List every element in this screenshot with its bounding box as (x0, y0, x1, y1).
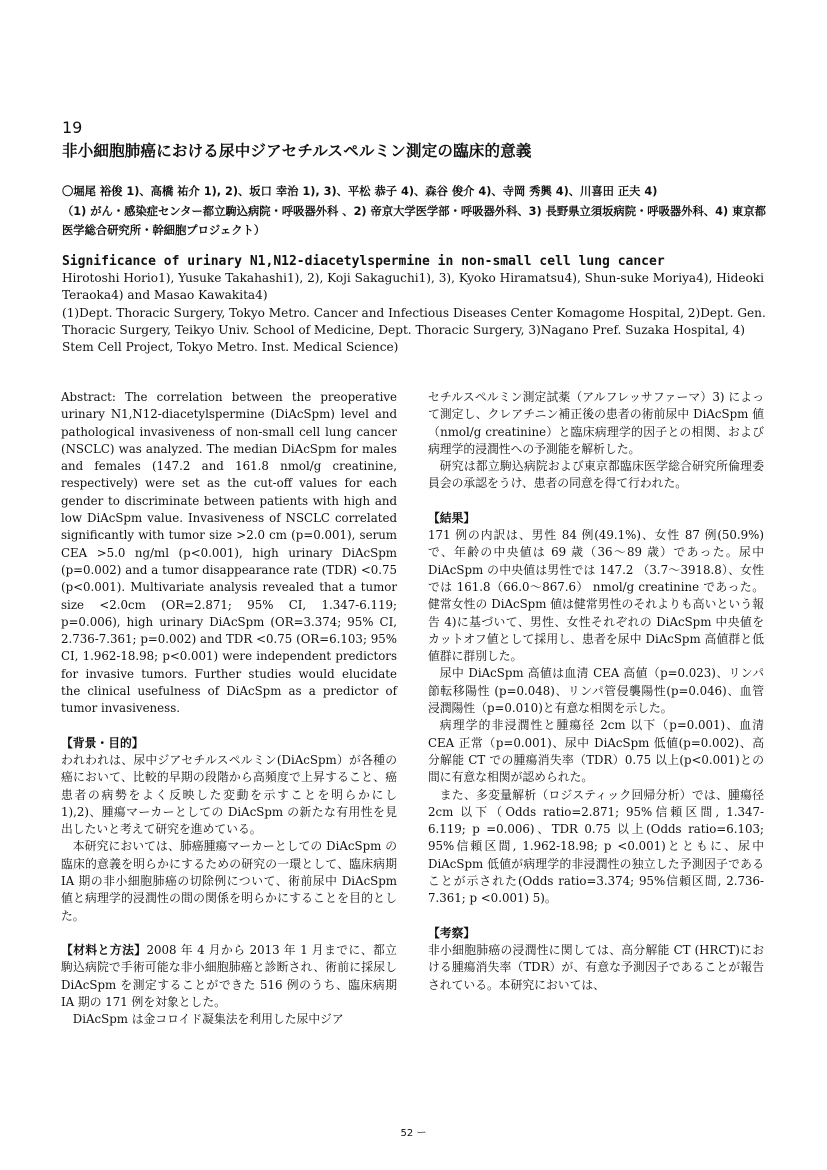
page-number: 52 ー (400, 1128, 427, 1139)
methods-heading: 【材料と方法】 (61, 942, 147, 957)
background-paragraph-1: われわれは、尿中ジアセチルスペルミン(DiAcSpm）が各種の癌において、比較的早期の段階から高頻度で上昇すること、癌患者の病勢をよく反映した変動を示すことを明らかにし 1),2)、腫瘍マーカーとしての DiAcSpm の新たな有用性を見出したいと考えて研究を進めている。 (61, 752, 397, 837)
affiliations-ja: （1) がん・感染症センター都立駒込病院・呼吸器外科 、2) 帝京大学医学部・呼吸器外科、3) 長野県立須坂病院・呼吸器外科、4) 東京都医学総合研究所・幹細胞プロジェクト） (62, 205, 766, 237)
methods-paragraph-2-continued: セチルスペルミン測定試薬（アルフレッサファーマ）3) によって測定し、クレアチニン補正後の患者の術前尿中 DiAcSpm 値（nmol/g creatinine）と臨床病理学的因子との相関、および病理学的浸潤性への予測能を解析した。 (428, 390, 764, 456)
methods-paragraph-2: DiAcSpm は金コロイド凝集法を利用した尿中ジア (72, 1012, 344, 1027)
authors-en: Hirotoshi Horio1), Yusuke Takahashi1), 2), Koji Sakaguchi1), 3), Kyoko Hiramatsu4), Shun-suke Moriya4), Hideoki Teraoka4) and Masao Kawakita4) (62, 271, 764, 303)
results-paragraph-4: また、多変量解析（ロジスティック回帰分析）では、腫瘍径 2cm 以下（Odds ratio=2.871; 95%信頼区間, 1.347- 6.119; p =0.006)、TDR 0.75 以上(Odds ratio=6.103; 95%信頼区間, 1.962-18.98; p <0.001)とともに、尿中 DiAcSpm 低値が病理学的非浸潤性の独立した予測因子であることが示された(Odds ratio=3.374; 95%信頼区間, 2.736-7.361; p <0.001) 5)。 (428, 787, 764, 906)
right-column (428, 389, 764, 994)
discussion-paragraph-1: 非小細胞肺癌の浸潤性に関しては、高分解能 CT (HRCT)における腫瘍消失率（TDR）が、有意な予測因子であることが報告されている。本研究においては、 (428, 942, 764, 992)
results-heading: 【結果】 (428, 510, 476, 525)
affiliations-en: (1)Dept. Thoracic Surgery, Tokyo Metro. Cancer and Infectious Diseases Center Komagome Hospital, 2)Dept. Gen. Thoracic Surgery, Teikyo Univ. School of Medicine, Dept. Thoracic Surgery, 3)Nagano Pref. Suzaka Hospital, 4) Stem Cell Project, Tokyo Metro. Inst. Medical Science) (62, 305, 766, 355)
results-paragraph-3: 病理学的非浸潤性と腫瘍径 2cm 以下（p=0.001)、血清 CEA 正常（p=0.001)、尿中 DiAcSpm 低値(p=0.002)、高分解能 CT での腫瘍消失率（TDR）0.75 以上(p<0.001)との間に有意な相関が認められた。 (428, 718, 764, 785)
paper-title-en: Significance of urinary N1,N12-diacetylspermine in non-small cell lung cancer (62, 254, 665, 269)
methods-paragraph-1: 2008 年 4 月から 2013 年 1 月までに、都立駒込病院で手術可能な非小細胞肺癌と診断され、術前に採尿し DiAcSpm を測定することができた 516 例のうち、臨床病期 IA 期の 171 例を対象とした。 (61, 942, 397, 1009)
results-paragraph-2: 尿中 DiAcSpm 高値は血清 CEA 高値（p=0.023)、リンパ節転移陽性 (p=0.048)、リンパ管侵襲陽性(p=0.046)、血管浸潤陽性（p=0.010)と有意な相関を示した。 (428, 666, 764, 716)
results-paragraph-1: 171 例の内訳は、男性 84 例(49.1%)、女性 87 例(50.9%)で、年齢の中央値は 69 歳（36～89 歳）であった。尿中 DiAcSpm の中央値は男性では 147.2 （3.7～3918.8）、女性では 161.8（66.0～867.6） nmol/g creatinine であった。健常女性の DiAcSpm 値は健常男性のそれよりも高いという報告 4)に基づいて、男性、女性それぞれの DiAcSpm 中央値をカットオフ値として採用し、患者を尿中 DiAcSpm 高値群と低値群に群別した。 (428, 528, 764, 664)
left-column (61, 389, 397, 1028)
english-header-block (62, 270, 774, 356)
paper-number: 19 (62, 118, 83, 137)
background-heading: 【背景・目的】 (61, 735, 144, 750)
abstract-text: Abstract: The correlation between the preoperative urinary N1,N12-diacetylspermine (DiAcSpm) level and pathological invasiveness of non-small cell lung cancer (NSCLC) was analyzed. The median DiAcSpm for males and females (147.2 and 161.8 nmol/g creatinine, respectively) were set as the cut-off values for each gender to discriminate between patients with high and low DiAcSpm value. Invasiveness of NSCLC correlated significantly with tumor size >2.0 cm (p=0.001), serum CEA >5.0 ng/ml (p<0.001), high urinary DiAcSpm (p=0.002) and a tumor disappearance rate (TDR) <0.75 (p<0.001). Multivariate analysis revealed that a tumor size <2.0cm (OR=2.871; 95% CI, 1.347-6.119; p=0.006), high urinary DiAcSpm (OR=3.374; 95% CI, 2.736-7.361; p=0.002) and TDR <0.75 (OR=6.103; 95% CI, 1.962-18.98; p<0.001) were independent predictors for invasive tumors. Further studies would elucidate the clinical usefulness of DiAcSpm as a predictor of tumor invasiveness. (61, 390, 397, 716)
background-paragraph-2: 本研究においては、肺癌腫瘍マーカーとしての DiAcSpm の臨床的意義を明らかにするための研究の一環として、臨床病期 IA 期の非小細胞肺癌の切除例について、術前尿中 DiAcSpm 値と病理学的浸潤性の間の関係を明らかにすることを目的とした。 (61, 839, 397, 923)
paper-title-ja: 非小細胞肺癌における尿中ジアセチルスペルミン測定の臨床的意義 (62, 142, 532, 160)
methods-paragraph-3: 研究は都立駒込病院および東京都臨床医学総合研究所倫理委員会の承認をうけ、患者の同意を得て行われた。 (428, 459, 764, 491)
discussion-heading: 【考察】 (428, 925, 476, 940)
authors-ja: 〇堀尾 裕俊 1)、高橋 祐介 1), 2)、坂口 幸治 1), 3)、平松 恭子 4)、森谷 俊介 4)、寺岡 秀興 4)、川喜田 正夫 4) (62, 185, 658, 198)
